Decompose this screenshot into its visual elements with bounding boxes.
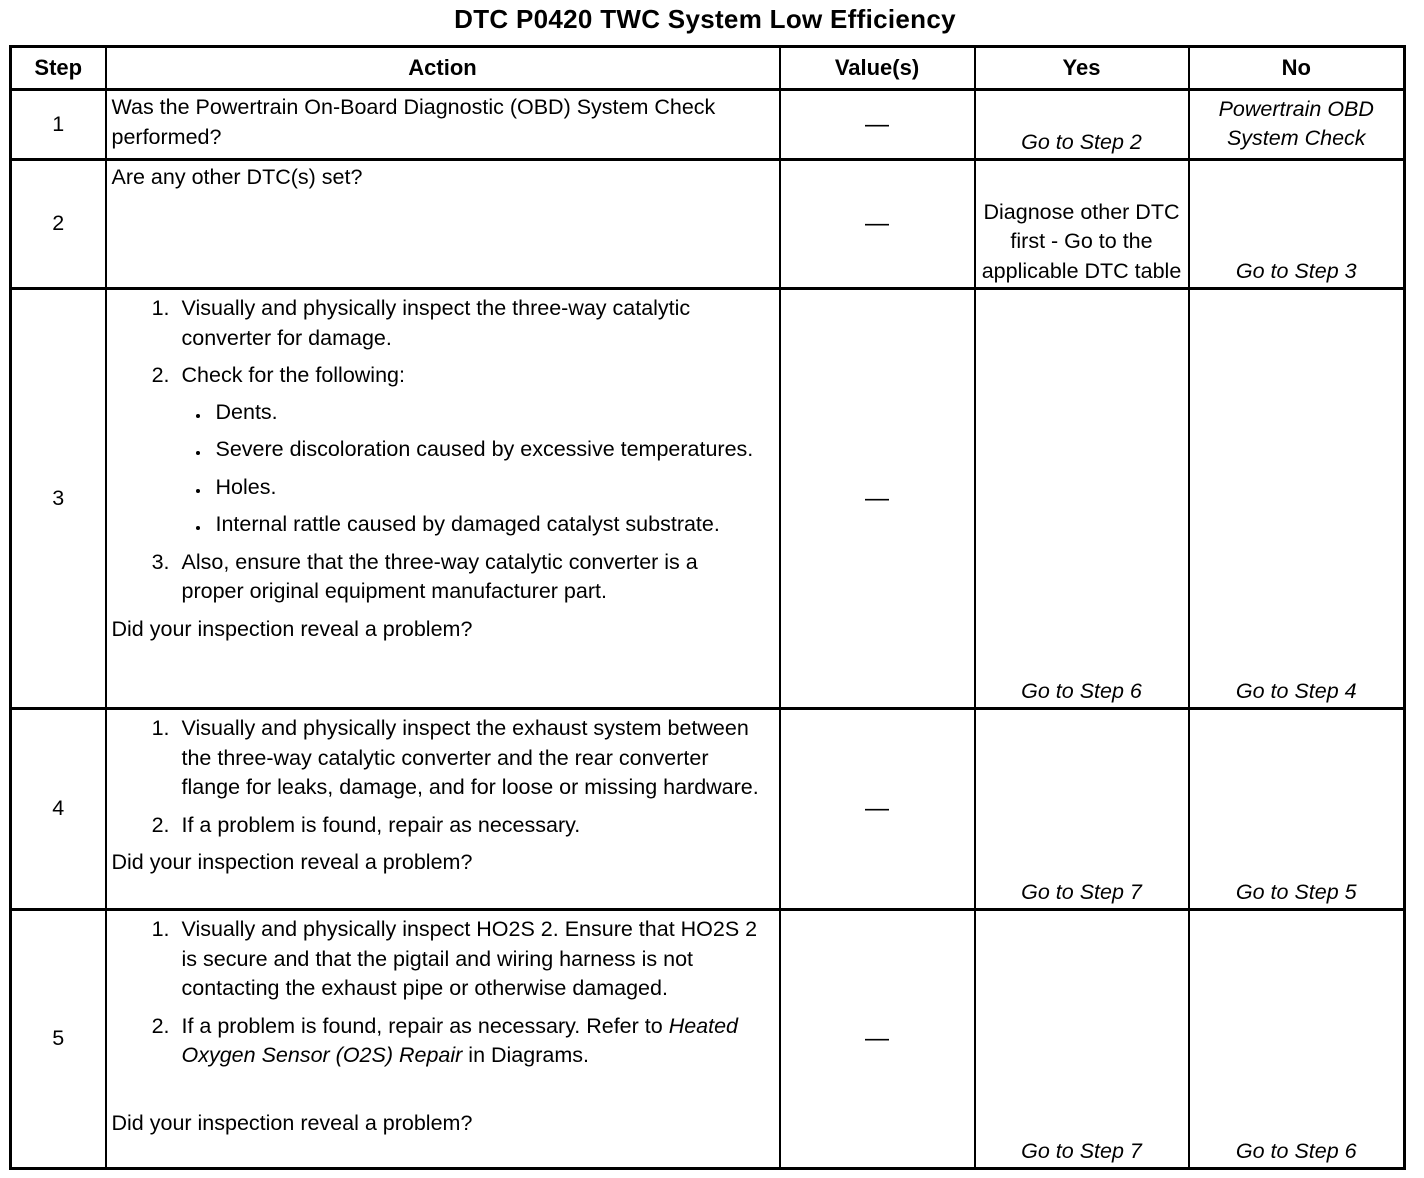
spacer: [112, 1079, 773, 1109]
yes-cell: Go to Step 7: [975, 709, 1189, 910]
bullet-item: • Holes.: [210, 473, 765, 503]
table-row: [11, 289, 1405, 709]
action-step-text: in Diagrams.: [468, 1043, 589, 1067]
no-cell: Powertrain OBD System Check: [1189, 90, 1405, 160]
action-steps-list: [112, 294, 773, 607]
header-values: Value(s): [780, 47, 975, 90]
action-question: Was the Powertrain On-Board Diagnostic (OBD) System Check performed?: [111, 95, 716, 149]
table-row: [11, 910, 1405, 1169]
no-cell: Go to Step 4: [1189, 289, 1405, 709]
action-question: Did your inspection reveal a problem?: [111, 1110, 473, 1135]
action-step-text: If a problem is found, repair as necessary. Refer to: [181, 1013, 663, 1038]
action-steps-list: [112, 915, 773, 1071]
yes-cell: Go to Step 2: [975, 90, 1189, 160]
header-row: [11, 47, 1405, 90]
action-steps-list: [112, 714, 773, 840]
action-cell: [106, 90, 780, 160]
diagnostic-table: [9, 45, 1406, 1170]
value-cell: —: [780, 289, 975, 709]
yes-cell: Go to Step 6: [975, 289, 1189, 709]
action-question: Did your inspection reveal a problem?: [111, 616, 473, 641]
action-question: Are any other DTC(s) set?: [111, 165, 363, 189]
repair-reference-link[interactable]: Heated Oxygen Sensor (O2S) Repair: [181, 1013, 739, 1067]
value-cell: —: [780, 709, 975, 910]
step-number: 1: [11, 90, 106, 160]
header-step: Step: [11, 47, 106, 90]
header-yes: Yes: [975, 47, 1189, 90]
no-cell: Go to Step 6: [1189, 910, 1405, 1169]
bullet-item: • Internal rattle caused by damaged catalyst substrate.: [210, 510, 765, 540]
action-step: 2. If a problem is found, repair as necessary.: [176, 811, 765, 841]
yes-cell: Go to Step 7: [975, 910, 1189, 1169]
action-question: Did your inspection reveal a problem?: [111, 850, 473, 874]
table-row: [11, 709, 1405, 910]
action-step: [176, 361, 765, 540]
action-step: 1. Visually and physically inspect the three-way catalytic converter for damage.: [176, 294, 765, 353]
no-cell: Go to Step 3: [1189, 160, 1405, 289]
page-title: DTC P0420 TWC System Low Efficiency: [454, 4, 956, 34]
action-cell: [106, 289, 780, 709]
step-number: 5: [11, 910, 106, 1169]
action-step-text: Check for the following:: [181, 363, 405, 387]
action-cell: [106, 160, 780, 289]
action-cell: [106, 709, 780, 910]
action-step: 1. Visually and physically inspect HO2S 2. Ensure that HO2S 2 is secure and that the pigtail and wiring harness is not contacting the exhaust pipe or otherwise damaged.: [176, 915, 765, 1004]
value-cell: —: [780, 910, 975, 1169]
step-number: 3: [11, 289, 106, 709]
step-number: 4: [11, 709, 106, 910]
action-step: 3. Also, ensure that the three-way catalytic converter is a proper original equipment manufacturer part.: [176, 548, 765, 607]
bullet-item: • Dents.: [210, 398, 765, 428]
value-cell: —: [780, 90, 975, 160]
table-row: [11, 90, 1405, 160]
table-row: [11, 160, 1405, 289]
step-number: 2: [11, 160, 106, 289]
action-step: [176, 1012, 765, 1071]
bullet-item: • Severe discoloration caused by excessive temperatures.: [210, 435, 765, 465]
yes-cell: Diagnose other DTC first - Go to the applicable DTC table: [975, 160, 1189, 289]
action-step: 1. Visually and physically inspect the exhaust system between the three-way catalytic converter and the rear converter flange for leaks, damage, and for loose or missing hardware.: [176, 714, 765, 803]
value-cell: —: [780, 160, 975, 289]
no-cell: Go to Step 5: [1189, 709, 1405, 910]
action-cell: [106, 910, 780, 1169]
header-no: No: [1189, 47, 1405, 90]
header-action: Action: [106, 47, 780, 90]
bullet-list: [182, 398, 765, 540]
